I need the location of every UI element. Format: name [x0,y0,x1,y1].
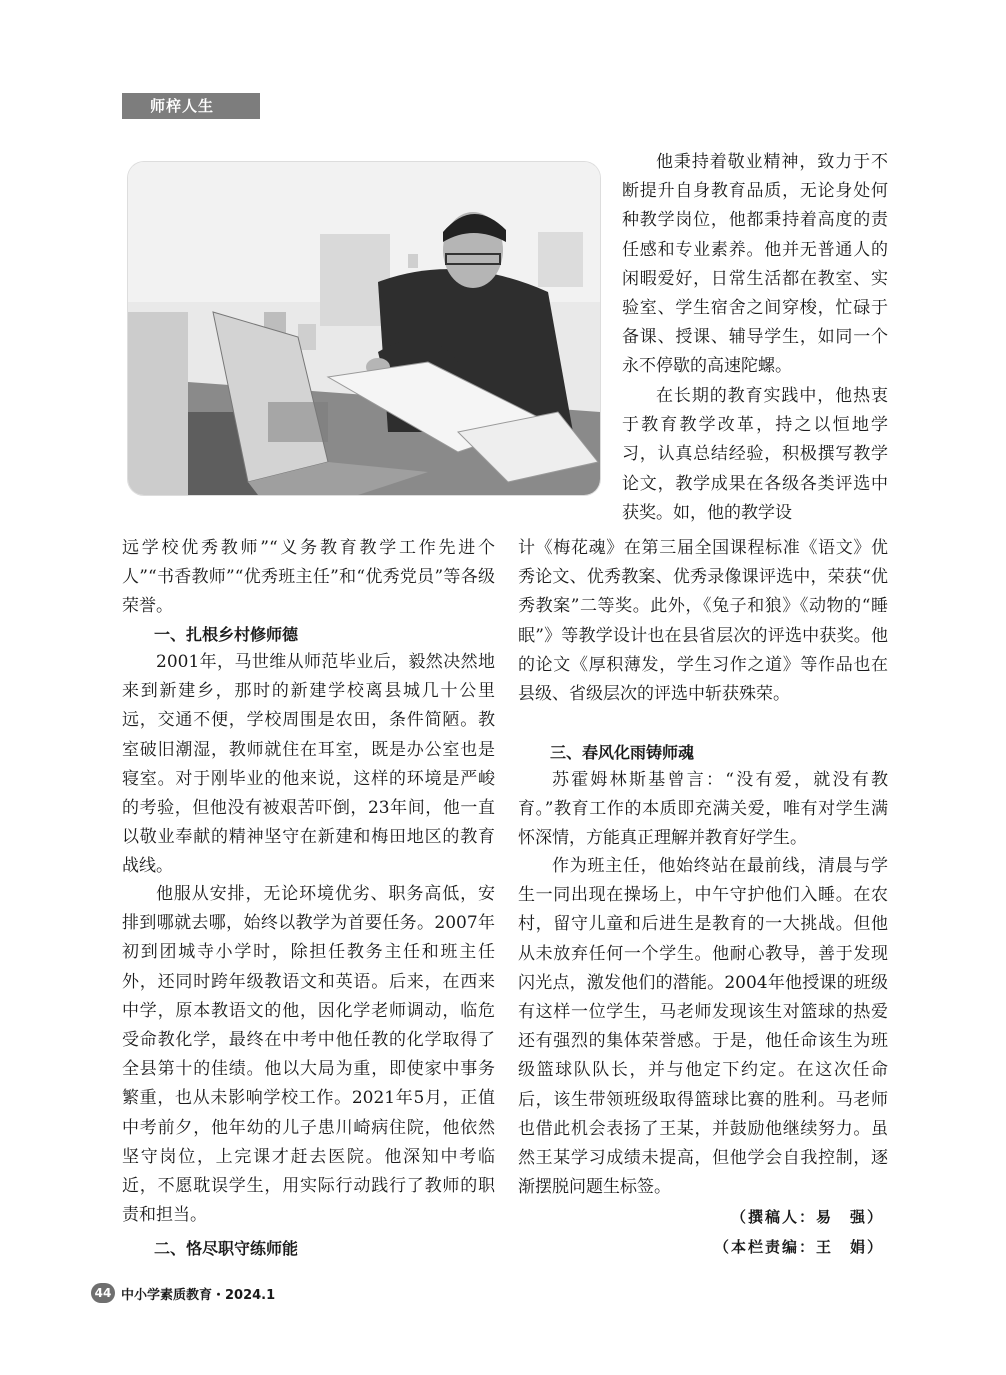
right-paragraph-3: 苏霍姆林斯基曾言：“没有爱，就没有教育。”教育工作的本质即充满关爱，唯有对学生满怀深情，方能真正理解并教育好学生。 [518,770,888,849]
teacher-at-desk-photo-icon [128,162,600,495]
left-paragraph-1: 2001年，马世维从师范毕业后，毅然决然地来到新建乡，那时的新建学校离县城几十公里远，交通不便，学校周围是农田，条件简陋。教室破旧潮湿，教师就住在耳室，既是办公室也是寝室。对于刚毕业的他来说，这样的环境是严峻的考验，但他没有被艰苦吓倒，23年间，他一直以敬业奉献的精神坚守在新建和梅田地区的教育战线。 [122,652,495,877]
right-paragraph-2-top: 在长期的教育实践中，他热衷于教育教学改革，持之以恒地学习，认真总结经验，积极撰写教学论文，教学成果在各级各类评选中获奖。如，他的教学设 [622,386,888,523]
editor-credit: （本栏责编：王 娟） [713,1238,884,1256]
journal-name: 中小学素质教育・2024.1 [121,1287,276,1303]
left-paragraph-0: 远学校优秀教师”“义务教育教学工作先进个人”“书香教师”“优秀班主任”和“优秀党员”等各级荣誉。 [122,538,495,617]
section-heading-2: 二、恪尽职守练师能 [154,1239,299,1258]
section-heading-3: 三、春风化雨铸师魂 [550,743,695,762]
left-paragraph-2: 他服从安排，无论环境优劣、职务高低，安排到哪就去哪，始终以教学为首要任务。2007年初到团城寺小学时，除担任教务主任和班主任外，还同时跨年级教语文和英语。后来，在西来中学，原本教语文的他，因化学老师调动，临危受命教化学，最终在中考中他任教的化学取得了全县第十的佳绩。他以大局为重，即使家中事务繁重，也从未影响学校工作。2021年5月，正值中考前夕，他年幼的儿子患川崎病住院，他依然坚守岗位，上完课才赶去医院。他深知中考临近，不愿耽误学生，用实际行动践行了教师的职责和担当。 [122,884,495,1226]
section-heading-1: 一、扎根乡村修师德 [154,625,299,644]
page-number: 44 [91,1283,115,1303]
right-paragraph-1: 他秉持着敬业精神，致力于不断提升自身教育品质，无论身处何种教学岗位，他都秉持着高度的责任感和专业素养。他并无普通人的闲暇爱好，日常生活都在教室、实验室、学生宿舍之间穿梭，忙碌于备课、授课、辅导学生，如同一个永不停歇的高速陀螺。 [622,152,888,377]
right-paragraph-4: 作为班主任，他始终站在最前线，清晨与学生一同出现在操场上，中午守护他们入睡。在农村，留守儿童和后进生是教育的一大挑战。但他从未放弃任何一个学生。他耐心教导，善于发现闪光点，激发他们的潜能。2004年他授课的班级有这样一位学生，马老师发现该生对篮球的热爱还有强烈的集体荣誉感。于是，他任命该生为班级篮球队队长，并与他定下约定。在这次任命后，该生带领班级取得篮球比赛的胜利。马老师也借此机会表扬了王某，并鼓励他继续努力。虽然王某学习成绩未提高，但他学会自我控制，逐渐摆脱问题生标签。 [518,856,888,1198]
page-footer [91,1281,275,1305]
right-paragraph-2-bottom: 计《梅花魂》在第三届全国课程标准《语文》优秀论文、优秀教案、优秀录像课评选中，荣获“优秀教案”二等奖。此外，《兔子和狼》《动物的“睡眠”》等教学设计也在县省层次的评选中获奖。他的论文《厚积薄发，学生习作之道》等作品也在县级、省级层次的评选中斩获殊荣。 [518,538,888,705]
article-photo [128,162,600,495]
writer-credit: （撰稿人：易 强） [730,1208,884,1226]
section-tag: 师梓人生 [122,93,260,119]
